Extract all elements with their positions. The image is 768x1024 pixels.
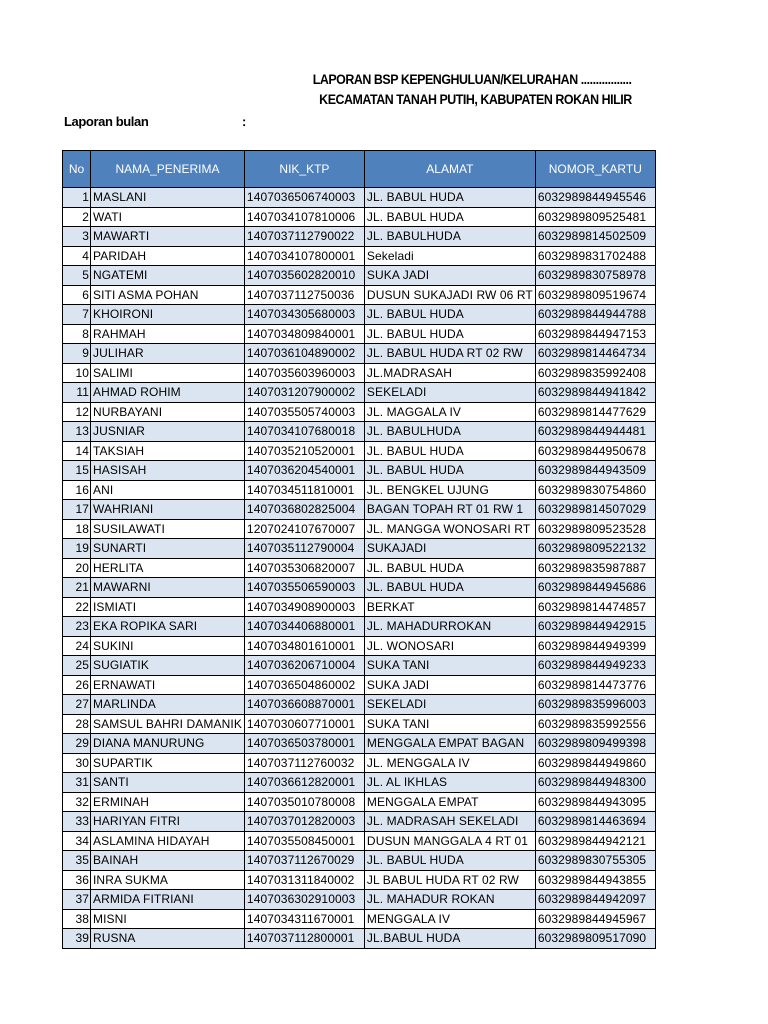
table-row (63, 792, 656, 812)
cell-alamat: JL BABUL HUDA RT 02 RW (364, 870, 535, 890)
cell-nik-ktp: 1407037112800001 (244, 929, 364, 949)
table-row (63, 675, 656, 695)
cell-nik-ktp: 1407031207900002 (244, 383, 364, 403)
cell-nomor-kartu: 6032989844942097 (535, 890, 655, 910)
cell-nik-ktp: 1407034305680003 (244, 305, 364, 325)
cell-nomor-kartu: 6032989844949399 (535, 636, 655, 656)
cell-nik-ktp: 1407036504860002 (244, 675, 364, 695)
cell-nama-penerima: SANTI (91, 773, 245, 793)
table-row (63, 753, 656, 773)
cell-nik-ktp: 1407035506590003 (244, 578, 364, 598)
cell-nik-ktp: 1407036608870001 (244, 695, 364, 715)
cell-nomor-kartu: 6032989844949860 (535, 753, 655, 773)
cell-nama-penerima: ASLAMINA HIDAYAH (91, 831, 245, 851)
table-row (63, 851, 656, 871)
recipients-table (62, 150, 656, 949)
cell-nik-ktp: 1407035112790004 (244, 539, 364, 559)
cell-nomor-kartu: 6032989844944481 (535, 422, 655, 442)
cell-alamat: JL. MADRASAH SEKELADI (364, 812, 535, 832)
cell-nomor-kartu: 6032989814477629 (535, 402, 655, 422)
cell-nomor-kartu: 6032989844945686 (535, 578, 655, 598)
cell-nik-ktp: 1407036503780001 (244, 734, 364, 754)
cell-nomor-kartu: 6032989844942121 (535, 831, 655, 851)
cell-alamat: BAGAN TOPAH RT 01 RW 1 (364, 500, 535, 520)
cell-alamat: JL. BABUL HUDA (364, 461, 535, 481)
cell-nama-penerima: ANI (91, 480, 245, 500)
cell-nama-penerima: ARMIDA FITRIANI (91, 890, 245, 910)
cell-no: 10 (63, 363, 91, 383)
cell-nomor-kartu: 6032989844949233 (535, 656, 655, 676)
cell-alamat: JL. BABULHUDA (364, 227, 535, 247)
table-row (63, 246, 656, 266)
cell-alamat: JL. BABUL HUDA (364, 441, 535, 461)
cell-nomor-kartu: 6032989809523528 (535, 519, 655, 539)
cell-nik-ktp: 1407034801610001 (244, 636, 364, 656)
cell-no: 7 (63, 305, 91, 325)
cell-nik-ktp: 1407035602820010 (244, 266, 364, 286)
cell-nik-ktp: 1407034908900003 (244, 597, 364, 617)
table-row (63, 461, 656, 481)
cell-nomor-kartu: 6032989809517090 (535, 929, 655, 949)
report-title: LAPORAN BSP KEPENGHULUAN/KELURAHAN ................. (313, 72, 632, 87)
table-body (63, 188, 656, 949)
cell-nik-ktp: 1407034107680018 (244, 422, 364, 442)
cell-nomor-kartu: 6032989814473776 (535, 675, 655, 695)
cell-nik-ktp: 1407036802825004 (244, 500, 364, 520)
cell-alamat: MENGGALA IV (364, 909, 535, 929)
cell-nik-ktp: 1407034406880001 (244, 617, 364, 637)
table-row (63, 558, 656, 578)
cell-nomor-kartu: 6032989809522132 (535, 539, 655, 559)
cell-no: 37 (63, 890, 91, 910)
table-row (63, 734, 656, 754)
cell-nama-penerima: EKA ROPIKA SARI (91, 617, 245, 637)
cell-nik-ktp: 1407037112670029 (244, 851, 364, 871)
cell-nama-penerima: WATI (91, 207, 245, 227)
cell-nama-penerima: MARLINDA (91, 695, 245, 715)
cell-nama-penerima: KHOIRONI (91, 305, 245, 325)
cell-no: 27 (63, 695, 91, 715)
cell-nomor-kartu: 6032989835987887 (535, 558, 655, 578)
cell-nama-penerima: PARIDAH (91, 246, 245, 266)
cell-nik-ktp: 1407036506740003 (244, 188, 364, 208)
cell-nama-penerima: RUSNA (91, 929, 245, 949)
period-label: Laporan bulan (64, 114, 149, 129)
cell-alamat: SUKA TANI (364, 714, 535, 734)
cell-nik-ktp: 1407034311670001 (244, 909, 364, 929)
table-row (63, 870, 656, 890)
cell-alamat: JL. WONOSARI (364, 636, 535, 656)
cell-nama-penerima: RAHMAH (91, 324, 245, 344)
cell-nomor-kartu: 6032989844944788 (535, 305, 655, 325)
cell-alamat: JL. BABUL HUDA (364, 578, 535, 598)
cell-nama-penerima: SUSILAWATI (91, 519, 245, 539)
cell-alamat: MENGGALA EMPAT BAGAN (364, 734, 535, 754)
cell-nama-penerima: HERLITA (91, 558, 245, 578)
cell-alamat: DUSUN MANGGALA 4 RT 01 (364, 831, 535, 851)
table-row (63, 422, 656, 442)
table-row (63, 480, 656, 500)
period-colon: : (242, 114, 247, 129)
cell-no: 15 (63, 461, 91, 481)
cell-alamat: JL. BABUL HUDA (364, 324, 535, 344)
cell-nomor-kartu: 6032989830758978 (535, 266, 655, 286)
cell-nik-ktp: 1407034809840001 (244, 324, 364, 344)
cell-nik-ktp: 1207024107670007 (244, 519, 364, 539)
cell-alamat: JL.BABUL HUDA (364, 929, 535, 949)
cell-alamat: SEKELADI (364, 695, 535, 715)
cell-nomor-kartu: 6032989844942915 (535, 617, 655, 637)
cell-nik-ktp: 1407035210520001 (244, 441, 364, 461)
cell-no: 9 (63, 344, 91, 364)
table-row (63, 812, 656, 832)
table-row (63, 831, 656, 851)
cell-nik-ktp: 1407036104890002 (244, 344, 364, 364)
table-row (63, 695, 656, 715)
cell-alamat: SUKAJADI (364, 539, 535, 559)
table-row (63, 305, 656, 325)
cell-no: 29 (63, 734, 91, 754)
table-row (63, 344, 656, 364)
cell-no: 16 (63, 480, 91, 500)
cell-nama-penerima: SUPARTIK (91, 753, 245, 773)
cell-nomor-kartu: 6032989844945546 (535, 188, 655, 208)
table-header-row (63, 151, 656, 188)
cell-no: 12 (63, 402, 91, 422)
cell-nomor-kartu: 6032989844945967 (535, 909, 655, 929)
cell-alamat: MENGGALA EMPAT (364, 792, 535, 812)
cell-nik-ktp: 1407035508450001 (244, 831, 364, 851)
cell-nama-penerima: HARIYAN FITRI (91, 812, 245, 832)
cell-nomor-kartu: 6032989844950678 (535, 441, 655, 461)
cell-alamat: JL. BABUL HUDA (364, 305, 535, 325)
cell-nama-penerima: ISMIATI (91, 597, 245, 617)
cell-nomor-kartu: 6032989835992408 (535, 363, 655, 383)
table-row (63, 656, 656, 676)
column-header-alamat: ALAMAT (364, 151, 535, 188)
cell-nik-ktp: 1407034107810006 (244, 207, 364, 227)
column-header-nomor-kartu: NOMOR_KARTU (535, 151, 655, 188)
cell-nama-penerima: TAKSIAH (91, 441, 245, 461)
cell-nomor-kartu: 6032989809499398 (535, 734, 655, 754)
cell-no: 34 (63, 831, 91, 851)
cell-nama-penerima: MASLANI (91, 188, 245, 208)
cell-nama-penerima: SUNARTI (91, 539, 245, 559)
cell-nik-ktp: 1407037012820003 (244, 812, 364, 832)
table-row (63, 363, 656, 383)
cell-alamat: DUSUN SUKAJADI RW 06 RT (364, 285, 535, 305)
table-row (63, 324, 656, 344)
cell-nama-penerima: SAMSUL BAHRI DAMANIK (91, 714, 245, 734)
cell-alamat: SUKA JADI (364, 675, 535, 695)
cell-alamat: JL. BABUL HUDA (364, 558, 535, 578)
cell-nama-penerima: MAWARTI (91, 227, 245, 247)
table-row (63, 285, 656, 305)
table-row (63, 188, 656, 208)
cell-alamat: JL. BABULHUDA (364, 422, 535, 442)
cell-nama-penerima: WAHRIANI (91, 500, 245, 520)
cell-nomor-kartu: 6032989844943509 (535, 461, 655, 481)
cell-no: 38 (63, 909, 91, 929)
cell-alamat: JL. BABUL HUDA (364, 188, 535, 208)
cell-no: 26 (63, 675, 91, 695)
cell-no: 18 (63, 519, 91, 539)
cell-no: 2 (63, 207, 91, 227)
cell-nama-penerima: SUGIATIK (91, 656, 245, 676)
cell-no: 11 (63, 383, 91, 403)
cell-nomor-kartu: 6032989809519674 (535, 285, 655, 305)
cell-alamat: JL.MADRASAH (364, 363, 535, 383)
cell-nama-penerima: MAWARNI (91, 578, 245, 598)
cell-nik-ktp: 1407036612820001 (244, 773, 364, 793)
cell-alamat: JL. MAHADUR ROKAN (364, 890, 535, 910)
cell-alamat: JL. BABUL HUDA RT 02 RW (364, 344, 535, 364)
table-row (63, 636, 656, 656)
cell-nama-penerima: BAINAH (91, 851, 245, 871)
cell-nik-ktp: 1407034107800001 (244, 246, 364, 266)
table-row (63, 519, 656, 539)
cell-alamat: Sekeladi (364, 246, 535, 266)
cell-nomor-kartu: 6032989809525481 (535, 207, 655, 227)
column-header-nama-penerima: NAMA_PENERIMA (91, 151, 245, 188)
cell-no: 32 (63, 792, 91, 812)
cell-nik-ktp: 1407035306820007 (244, 558, 364, 578)
cell-nik-ktp: 1407037112760032 (244, 753, 364, 773)
table-row (63, 890, 656, 910)
cell-nik-ktp: 1407037112750036 (244, 285, 364, 305)
cell-no: 25 (63, 656, 91, 676)
table-row (63, 773, 656, 793)
cell-no: 22 (63, 597, 91, 617)
cell-no: 20 (63, 558, 91, 578)
cell-nomor-kartu: 6032989814474857 (535, 597, 655, 617)
cell-alamat: SEKELADI (364, 383, 535, 403)
cell-no: 6 (63, 285, 91, 305)
cell-nama-penerima: AHMAD ROHIM (91, 383, 245, 403)
cell-alamat: JL. AL IKHLAS (364, 773, 535, 793)
cell-alamat: JL. MAHADURROKAN (364, 617, 535, 637)
cell-alamat: SUKA JADI (364, 266, 535, 286)
cell-nomor-kartu: 6032989844941842 (535, 383, 655, 403)
cell-no: 28 (63, 714, 91, 734)
cell-nomor-kartu: 6032989844943855 (535, 870, 655, 890)
cell-no: 36 (63, 870, 91, 890)
cell-alamat: JL. MENGGALA IV (364, 753, 535, 773)
cell-no: 13 (63, 422, 91, 442)
cell-nik-ktp: 1407034511810001 (244, 480, 364, 500)
cell-no: 31 (63, 773, 91, 793)
cell-nik-ktp: 1407036302910003 (244, 890, 364, 910)
cell-nik-ktp: 1407036204540001 (244, 461, 364, 481)
cell-alamat: JL. MANGGA WONOSARI RT (364, 519, 535, 539)
cell-nama-penerima: MISNI (91, 909, 245, 929)
cell-no: 33 (63, 812, 91, 832)
cell-alamat: JL. BENGKEL UJUNG (364, 480, 535, 500)
cell-no: 1 (63, 188, 91, 208)
cell-no: 30 (63, 753, 91, 773)
cell-alamat: SUKA TANI (364, 656, 535, 676)
table-row (63, 617, 656, 637)
cell-no: 3 (63, 227, 91, 247)
table-row (63, 500, 656, 520)
cell-nik-ktp: 1407037112790022 (244, 227, 364, 247)
cell-nik-ktp: 1407030607710001 (244, 714, 364, 734)
cell-no: 35 (63, 851, 91, 871)
column-header-no: No (63, 151, 91, 188)
cell-nama-penerima: INRA SUKMA (91, 870, 245, 890)
table-row (63, 207, 656, 227)
cell-nama-penerima: HASISAH (91, 461, 245, 481)
table-row (63, 383, 656, 403)
cell-nik-ktp: 1407035505740003 (244, 402, 364, 422)
cell-nomor-kartu: 6032989814507029 (535, 500, 655, 520)
cell-nomor-kartu: 6032989835996003 (535, 695, 655, 715)
cell-alamat: JL. MAGGALA IV (364, 402, 535, 422)
cell-nama-penerima: NGATEMI (91, 266, 245, 286)
table-row (63, 441, 656, 461)
cell-nomor-kartu: 6032989835992556 (535, 714, 655, 734)
table-row (63, 539, 656, 559)
cell-alamat: JL. BABUL HUDA (364, 851, 535, 871)
cell-no: 5 (63, 266, 91, 286)
cell-no: 21 (63, 578, 91, 598)
cell-nomor-kartu: 6032989830754860 (535, 480, 655, 500)
cell-nomor-kartu: 6032989814463694 (535, 812, 655, 832)
report-subtitle: KECAMATAN TANAH PUTIH, KABUPATEN ROKAN HILIR (319, 92, 632, 107)
cell-nik-ktp: 1407031311840002 (244, 870, 364, 890)
cell-nama-penerima: ERNAWATI (91, 675, 245, 695)
cell-alamat: JL. BABUL HUDA (364, 207, 535, 227)
cell-nama-penerima: DIANA MANURUNG (91, 734, 245, 754)
cell-nomor-kartu: 6032989814502509 (535, 227, 655, 247)
cell-nik-ktp: 1407035603960003 (244, 363, 364, 383)
cell-no: 39 (63, 929, 91, 949)
table-row (63, 909, 656, 929)
table-row (63, 578, 656, 598)
cell-nama-penerima: JUSNIAR (91, 422, 245, 442)
cell-no: 23 (63, 617, 91, 637)
cell-nomor-kartu: 6032989831702488 (535, 246, 655, 266)
cell-nomor-kartu: 6032989844947153 (535, 324, 655, 344)
table-row (63, 714, 656, 734)
cell-nomor-kartu: 6032989844948300 (535, 773, 655, 793)
cell-nomor-kartu: 6032989844943095 (535, 792, 655, 812)
table-row (63, 929, 656, 949)
cell-nama-penerima: NURBAYANI (91, 402, 245, 422)
cell-nama-penerima: SITI ASMA POHAN (91, 285, 245, 305)
table-row (63, 597, 656, 617)
column-header-nik-ktp: NIK_KTP (244, 151, 364, 188)
cell-nomor-kartu: 6032989814464734 (535, 344, 655, 364)
cell-nama-penerima: ERMINAH (91, 792, 245, 812)
cell-no: 19 (63, 539, 91, 559)
table-row (63, 402, 656, 422)
cell-no: 17 (63, 500, 91, 520)
cell-no: 24 (63, 636, 91, 656)
cell-nama-penerima: JULIHAR (91, 344, 245, 364)
table-row (63, 227, 656, 247)
cell-no: 8 (63, 324, 91, 344)
cell-no: 4 (63, 246, 91, 266)
cell-nik-ktp: 1407035010780008 (244, 792, 364, 812)
cell-nomor-kartu: 6032989830755305 (535, 851, 655, 871)
cell-nama-penerima: SALIMI (91, 363, 245, 383)
table-row (63, 266, 656, 286)
cell-nama-penerima: SUKINI (91, 636, 245, 656)
cell-nik-ktp: 1407036206710004 (244, 656, 364, 676)
cell-no: 14 (63, 441, 91, 461)
cell-alamat: BERKAT (364, 597, 535, 617)
